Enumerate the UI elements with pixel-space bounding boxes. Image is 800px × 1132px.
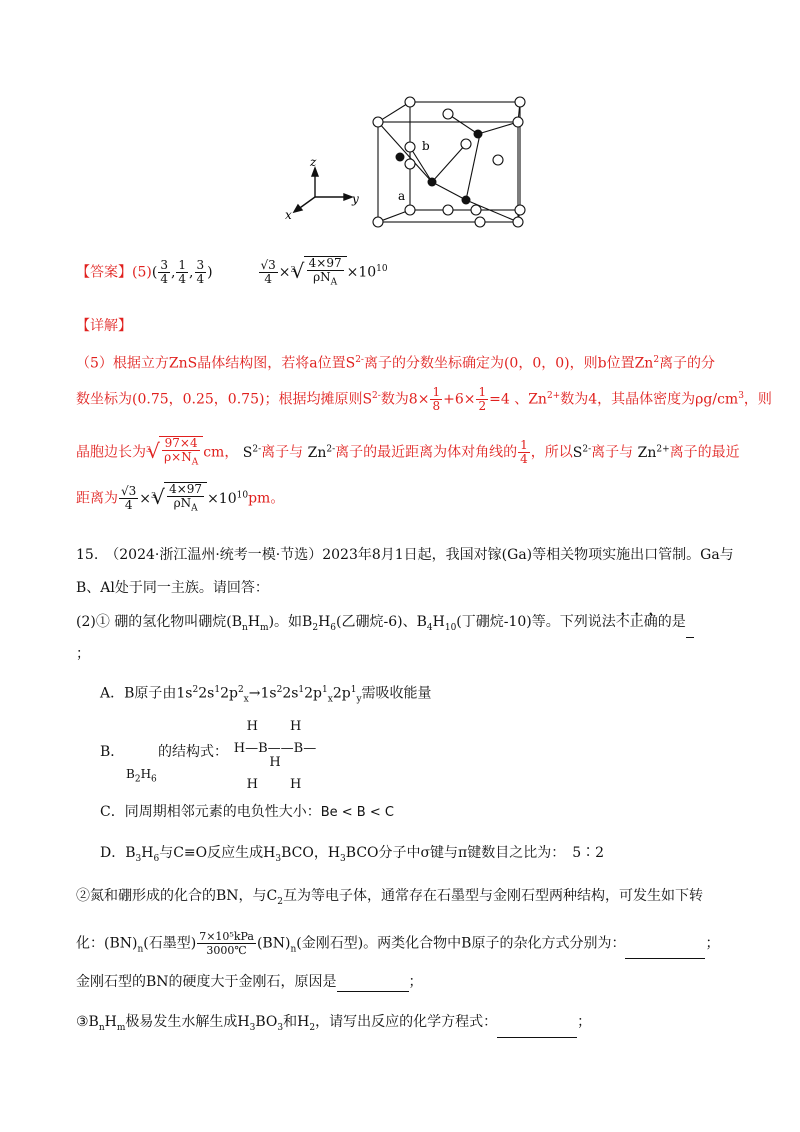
option-d: D．$B_3H_6$与C≡O反应生成$H_3BCO$，$H_3BCO$分子中σ键与π键数目之比为： 5∶2 (100, 845, 605, 864)
hardness-reason-blank[interactable] (337, 977, 409, 992)
x-label: x (285, 208, 292, 222)
back-face (410, 102, 520, 210)
atom (513, 117, 523, 127)
hybridization-blank[interactable] (625, 944, 705, 959)
atom (405, 159, 415, 169)
q15-header: 15. （2024·浙江温州·统考一模·节选）2023年8月1日起，我国对镓(Ga)等相关物项实施出口管制。Ga与 (76, 547, 734, 563)
atom (515, 97, 525, 107)
coord-open: ( (151, 264, 158, 281)
atom (405, 97, 415, 107)
atom (405, 142, 415, 152)
q15-part-2-reaction: 化：$(BN)_n$(石墨型) $\frac{\text{7×10⁵kPa}}{3000℃}$ $(BN)_n$(金刚石型)。两类化合物中B原子的杂化方式分别为： ； (76, 930, 719, 959)
answer-times: × (278, 264, 291, 281)
atom (373, 217, 383, 227)
answer-sqrt3-frac: $\frac{√3}{4}$ (260, 258, 276, 287)
answer-tag: 【答案】 (76, 264, 132, 281)
equation-blank[interactable] (497, 1023, 577, 1038)
atom (443, 205, 453, 215)
coord-frac-2: $\frac{1}{4}$ (178, 258, 187, 287)
answer-part: (5) (132, 264, 152, 281)
answer-blank[interactable] (686, 623, 694, 638)
answer-tail: ×10 (346, 264, 377, 281)
label-b: b (422, 139, 430, 153)
atom (428, 178, 437, 187)
detail-line-2: 数坐标为(0.75，0.25，0.75)；根据均摊原则$S^{2-}$数为8× $\frac{1}{8}$ +6× $\frac{1}{2}$ =4 、$Zn^{2+}$数为4，其晶体密度为$\rho g/cm^3$，则 (76, 385, 772, 414)
label-a: a (398, 189, 406, 203)
x-arrow (294, 205, 302, 212)
z-label: z (310, 155, 317, 169)
atom (515, 205, 525, 215)
detail-tag: 【详解】 (76, 318, 132, 334)
y-label: y (352, 192, 359, 206)
b2h6-structure: H H H—B——B—H H H (233, 719, 317, 792)
answer-radical: √ $\frac{4\times 97}{\rho N_A}$ (292, 256, 347, 289)
axes (294, 168, 352, 212)
atom (474, 130, 483, 139)
q15-part-2: ②氮和硼形成的化合的BN，与$C_2$互为等电子体，通常存在石墨型与金刚石型两种结构，可发生如下转 (76, 888, 703, 907)
coord-frac-3: $\frac{3}{4}$ (196, 258, 205, 287)
atom (443, 109, 453, 119)
q15-part-2-hardness: 金刚石型的BN的硬度大于金刚石，原因是 ； (76, 974, 423, 990)
atom (405, 205, 415, 215)
q15-part-3: $③B_nH_m$极易发生水解生成$H_3BO_3$和$H_2$，请写出反应的化学方程式： ； (76, 1012, 591, 1038)
detail-line-3: 晶胞边长为$^3$ √ $\frac{97\times 4}{\rho\times N_A}$ cm， $S^{2-}$离子与 $Zn^{2-}$离子的最近距离为体对角线的 $\frac{1}{4}$ ，所以$S^{2-}$离子与 $Zn^{2+}$离子的最近 (76, 436, 740, 469)
s-atoms (373, 97, 525, 227)
coord-frac-1: $\frac{3}{4}$ (160, 258, 168, 287)
answer-exp: 10 (376, 264, 388, 275)
detail-line-1: （5）根据立方ZnS晶体结构图，若将a位置$S^{2-}$离子的分数坐标确定为(0，0，0)，则b位置Zn$^2$离子的分 (76, 355, 716, 372)
q15-part-1: (2)① 硼的氢化物叫硼烷$(B_nH_m)$。如$B_2H_6$(乙硼烷-6)、$B_4H_{10}$(丁硼烷-10)等。下列说法不正确的是 (76, 612, 694, 638)
atom (461, 139, 471, 149)
answer-line: 【答案】(5)( $\frac{3}{4}$ , $\frac{1}{4}$ , $\frac{3}{4}$ ) $\frac{√3}{4}$ ×$^3$ √ $\frac{4\times 97}{\rho N_A}$ $\times 10^{10}$ (76, 256, 388, 289)
atom (493, 155, 503, 165)
atom (513, 217, 523, 227)
option-a: A．B原子由$1s^22s^12p^2_x\to 1s^22s^12p^1_x2p^1_y$需吸收能量 (100, 685, 432, 705)
atom (475, 217, 485, 227)
option-c: C．同周期相邻元素的电负性大小：Be < B < C (100, 804, 394, 820)
atom (396, 153, 405, 162)
q15-part-1-end: ； (76, 646, 90, 662)
answer-root-index: 3 (290, 265, 296, 274)
coord-close: ) (207, 264, 213, 281)
atom (373, 117, 383, 127)
atom (471, 205, 481, 215)
detail-line-4: 距离为 $\frac{√3}{4}$ ×$^3$ √ $\frac{4\times 97}{\rho N_A}$ $\times 10^{10}pm$。 (76, 482, 284, 515)
y-arrow (344, 194, 352, 200)
zns-unit-cell-figure (280, 92, 540, 242)
q15-header-2: B、Al处于同一主族。请回答： (76, 580, 269, 596)
z-arrow (312, 168, 318, 176)
atom (462, 196, 471, 205)
